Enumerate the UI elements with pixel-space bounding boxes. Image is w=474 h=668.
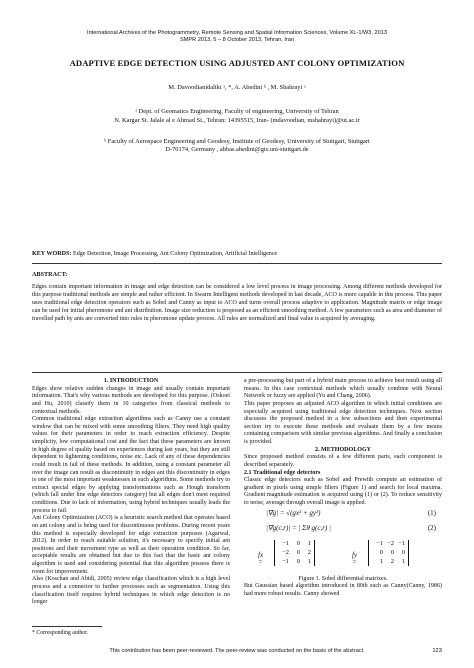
equation-2-number: (2) bbox=[427, 523, 436, 532]
section-heading-methodology: 2. METHODOLOGY bbox=[314, 446, 372, 453]
equation-1-expression: |∇g| = √(gx² + gy²) bbox=[266, 508, 321, 517]
matrix-cell: 1 bbox=[307, 539, 311, 547]
section-heading-introduction: 1. INTRODUCTION bbox=[103, 378, 159, 384]
keywords-text: Edge Detection, Image Processing, Ant Colony Optimization, Artificial Intelligence bbox=[71, 251, 278, 257]
matrix-cell: −2 bbox=[387, 539, 394, 547]
paragraph: Classic edge detectors such as Sobel and Prewith compute an estimation of gradient in pixels using simple filters (Figure 1) and search for local maxima. Gradient magnitude estimation is acquired using (1) or (2). To reduce sensitivity to noise, average through overall image is applied. bbox=[244, 477, 442, 506]
authors: M. Davoodianidaliki ᵃ, *, A. Abedini ᵇ , M. Shahrayi ᵃ bbox=[168, 84, 306, 91]
matrix-cell: −1 bbox=[282, 557, 289, 565]
matrix-cell: 0 bbox=[401, 548, 405, 556]
matrix-cell: 2 bbox=[390, 557, 394, 565]
fy-label: fy = bbox=[352, 550, 358, 567]
paragraph: But Gaussian based algorithm introduced in 80th such as Canny(Canny, 1986) had more robust results. Canny showed bbox=[244, 583, 442, 597]
matrix-cell: 0 bbox=[390, 548, 394, 556]
fx-label: fx = bbox=[258, 550, 264, 567]
affiliation-b-line-1: ᵇ Faculty of Aerospace Engineering and Geodesy, Institute of Geodesy, University of Stuttgart, Stuttgart bbox=[104, 138, 370, 145]
keywords-label: KEY WORDS: bbox=[32, 251, 72, 257]
matrix-cell: −2 bbox=[282, 548, 289, 556]
equation-2-expression: |∇g(c,r)| = | Σθ g(c,r) | bbox=[266, 523, 331, 532]
matrix-cell: 0 bbox=[296, 548, 300, 556]
paragraph: Since proposed method consists of a few different parts, each component is described separately. bbox=[244, 454, 442, 468]
matrix-cell: 2 bbox=[307, 548, 311, 556]
affiliation-b-line-2: D-70174, Germany , abbas.abedini@gis.uni-stuttgart.de bbox=[165, 146, 309, 153]
paragraph: Common traditional edge extraction algorithms such as Canny use a constant window that can be mixed with some smoothing filters. They need high quality values for their parameters in order to reach extraction efficiency. Despite simplicity, low computational cost and the fact that these parameters are known in high degree of quality based on experiences during last years, but they are still dependent to lightening conditions, noise etc. Lack of any of these dependencies could result in fail of these methods. In addition, using a constant parameter all over the image can result as discontinuity in edges ant this discontinuity in edges is one of the most important weaknesses in such algorithms. Some methods try to extract special edges by applying transformations such as Hough transform (which fall under line edge detectors category) but all edges don't meet required conditions. Due to lack of information, using hybrid techniques usually leads the process to fail. bbox=[32, 416, 230, 514]
matrix-cell: −1 bbox=[282, 539, 289, 547]
paragraph: This paper proposes an adjusted ACO algorithm in which initial conditions are especially acquired using traditional edge detection techniques. Next section discusses the proposed method in a few subsections and then experimental section try to execute these methods and evaluate them by a few means containing comparison with similar previous algorithms. And finally a conclusion is provided. bbox=[244, 400, 442, 445]
figure-caption: Figure 1. Sobel differential matrixes. bbox=[298, 575, 388, 582]
matrix-cell: 0 bbox=[296, 539, 300, 547]
matrix-cell: 1 bbox=[307, 557, 311, 565]
matrix-cell: 1 bbox=[379, 557, 383, 565]
matrix-cell: 1 bbox=[401, 557, 405, 565]
keywords bbox=[32, 250, 452, 258]
footnote-rule bbox=[32, 626, 102, 627]
paragraph: Also (Koschan and Abidi, 2005) review edge classification which is a high level process and a connector to further processes such as segmentation. Using this classification itself requires hybrid techniques in which edge detection is no longer bbox=[32, 576, 230, 606]
matrix-cell: −1 bbox=[398, 539, 405, 547]
matrix-cell: −1 bbox=[376, 539, 383, 547]
running-header-line-2: SMPR 2013, 5 – 8 October 2013, Tehran, Iran bbox=[179, 37, 294, 43]
paragraph: a pre-processing but part of a hybrid main process to achieve best result using all means. In this case contextual methods which usually combine with Neural Network or fuzzy are applied (Yu and Chang, 2006). bbox=[244, 378, 442, 400]
sobel-matrices bbox=[244, 538, 442, 576]
matrix-cell: 0 bbox=[296, 557, 300, 565]
equation-2 bbox=[244, 523, 442, 538]
abstract-text: Edges contain important information in image and edge detection can be considered a low level process in image processing. Among different methods developed for this purpose traditional methods are simple and rather efficient. In Swarm Intelligent methods developed in last decade, ACO is more capable in this process. This paper uses traditional edge detection operators such as Sobel and Canny as input to ACO and turns overall process adaptive to application. Magnitude matrix or edge image can be used for initial pheromone and ant distribution. Image size reduction is proposed as an efficient smoothing method. A few parameters such as area and diameter of travelled path by ants are converted into rules in pheromone update process. All rules are normalized and final value is acquired by averaging. bbox=[32, 284, 442, 322]
page-footer: This contribution has been peer-reviewed. The peer-review was conducted on the basis of the abstract. bbox=[109, 648, 365, 654]
abstract-heading: ABSTRACT: bbox=[32, 271, 68, 278]
equation-1-number: (1) bbox=[427, 508, 436, 517]
divider-bottom bbox=[32, 372, 442, 373]
fy-grid bbox=[368, 540, 409, 566]
subsection-heading: 2.1 Traditional edge detectors bbox=[244, 469, 321, 476]
footnote: * Corresponding author. bbox=[32, 630, 89, 636]
fx-grid bbox=[274, 540, 315, 566]
paragraph: Edges show relative sudden changes in image and usually contain important information. That's why various methods are developed for this purpose. (Oskoei and Hu, 2010) classify them in 10 categories from classical methods to contextual methods. bbox=[32, 385, 230, 415]
page-number: 123 bbox=[432, 648, 442, 654]
running-header-line-1: International Archives of the Photogrammetry, Remote Sensing and Spatial Information Sciences, Volume XL-1/W3, 2013 bbox=[87, 30, 387, 36]
right-column bbox=[244, 378, 442, 599]
matrix-cell: 0 bbox=[379, 548, 383, 556]
affiliation-a-line-1: ᵃ Dept. of Geomatics Engineering, Faculty of engineering, University of Tehran bbox=[135, 108, 339, 115]
equation-1 bbox=[244, 508, 442, 523]
paragraph: Ant Colony Optimization (ACO) is a heuristic search method that operates based on ant colony and is being used for discontinuous problems. During recent years this method is especially developed for edge extraction purposes (Agarwal, 2012). In order to reach suitable solution, it's necessary to specify initial ant positions and their movement type as well as their operation condition. So far, acceptable results are obtained but due to this fact that the basic ant colony algorithm is used and considering potential that this algorithm possess there is room for improvement. bbox=[32, 515, 230, 575]
left-column bbox=[32, 378, 230, 607]
divider-top bbox=[32, 263, 442, 264]
affiliation-a-line-2: N. Kargar St. Jalale al e Ahmad St., Tehran: 14395515, Iran- (mdavoodian, mshahrayi)@ut.ac.ir bbox=[114, 117, 360, 124]
paper-title: ADAPTIVE EDGE DETECTION USING ADJUSTED ANT COLONY OPTIMIZATION bbox=[69, 58, 405, 68]
